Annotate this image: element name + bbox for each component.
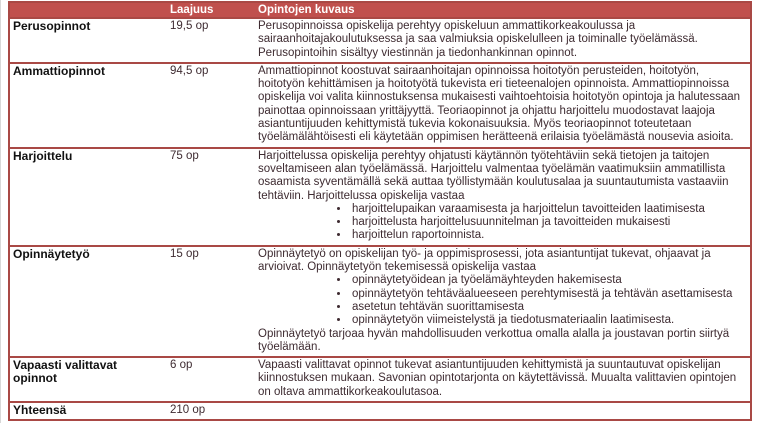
description-paragraph: Opinnäytetyö on opiskelijan työ- ja oppimisprosessi, jota asiantuntijat tukevat, ohjaavat ja arvioivat. Opinnäytetyön tekemisessä opiskelija vastaa [258, 247, 711, 274]
bullet-item: • opinnäytetyön viimeistelystä ja tiedotusmateriaalin laatimisesta. [350, 314, 747, 327]
table-row [9, 402, 751, 420]
row-extent: 94,5 op [170, 64, 209, 77]
header-opintojen-kuvaus: Opintojen kuvaus [255, 2, 751, 18]
row-description [255, 148, 751, 246]
row-extent: 75 op [170, 149, 199, 162]
table-row [9, 148, 751, 246]
row-extent: 15 op [170, 247, 199, 260]
header-laajuus: Laajuus [167, 2, 255, 18]
bullet-item: • asetetun tehtävän suorittamisesta [350, 301, 747, 314]
row-label: Vapaasti valittavat opinnot [13, 358, 118, 386]
row-description [255, 18, 751, 63]
description-paragraph: Opinnäytetyö tarjoaa hyvän mahdollisuuden verkottua omalla alalla ja joustavan portin siirtyä työelämään. [258, 327, 730, 353]
row-extent: 6 op [170, 359, 193, 372]
table-row [9, 246, 751, 357]
description-paragraph: Ammattiopinnot koostuvat sairaanhoitajan opinnoissa hoitotyön perusteiden, hoitotyön, hoitotyön kehittämisen ja hoitotyötä tukevista eri tieteenalojen opinnoista. Ammattiopinnoissa opiskelija voi valita kiinnostuksensa mukaisesti vaihtoehtoisia hoitotyön opintoja ja halutessaan painottaa opinnoissaan yrittäjyyttä. Teoriaopinnot ja ohjattu harjoittelu muodostavat laajoja asiantuntijuuden kehittymistä tukevia kokonaisuuksia. Myös teoriaopinnot toteutetaan työelämälähtöisesti eli käytetään oppimisen herätteenä erilaisia työelämästä nousevia asioita. [258, 64, 741, 144]
row-label: Perusopinnot [13, 19, 91, 33]
row-description [255, 63, 751, 148]
bullet-item: • opinnäytetyöidean ja työelämäyhteyden hakemisesta [350, 274, 747, 287]
description-paragraph: Vapaasti valittavat opinnot tukevat asiantuntijuuden kehittymistä ja suuntautuvat opiskelijan kiinnostuksen mukaan. Savonian opintotarjonta on käytettävissä. Muualta valittavien opintojen on oltava ammattikorkeakoulutasoa. [258, 359, 737, 398]
description-paragraph: Perusopinnoissa opiskelija perehtyy opiskeluun ammattikorkeakoulussa ja sairaanhoitajakoulutuksessa ja saa valmiuksia opiskelulleen ja toiminalle työelämässä. Perusopintoihin sisältyy viestinnän ja tiedonhankinnan opinnot. [258, 20, 698, 59]
bullet-item: • harjoittelusta harjoittelusuunnitelman ja tavoitteiden mukaisesti [350, 216, 747, 229]
row-label: Yhteensä [13, 403, 67, 418]
bullet-item: • opinnäytetyön tehtäväalueeseen perehtymisestä ja tehtävän asettamisesta [350, 288, 747, 301]
header-row [9, 2, 751, 18]
table-row [9, 63, 751, 148]
description-paragraph: Harjoittelussa opiskelija perehtyy ohjatusti käytännön työtehtäviin sekä tietojen ja taitojen soveltamiseen alan työelämässä. Harjoittelu valmentaa työelämän vaatimuksiin ammatillista osaamista syventämällä sekä auttaa työllistymään koulutusalaa ja suuntautumista vastaaviin tehtäviin. Harjoittelussa opiskelija vastaa [258, 149, 729, 202]
row-extent: 210 op [170, 404, 206, 417]
row-extent: 19,5 op [170, 20, 209, 32]
row-description [255, 357, 751, 402]
bullet-item: • harjoittelun raportoinnista. [350, 229, 747, 242]
bullet-list [258, 203, 747, 243]
curriculum-table [8, 1, 752, 421]
row-description [255, 402, 751, 420]
table-row [9, 18, 751, 63]
row-label: Ammattiopinnot [13, 63, 105, 78]
bullet-list [258, 274, 747, 327]
table-row [9, 357, 751, 402]
header-empty-cell [9, 2, 167, 18]
row-description [255, 246, 751, 357]
bullet-item: • harjoittelupaikan varaamisesta ja harjoittelun tavoitteiden laatimisesta [350, 203, 747, 216]
page-edge-line [0, 0, 1, 423]
row-label: Harjoittelu [13, 148, 73, 163]
row-label: Opinnäytetyö [13, 246, 90, 261]
